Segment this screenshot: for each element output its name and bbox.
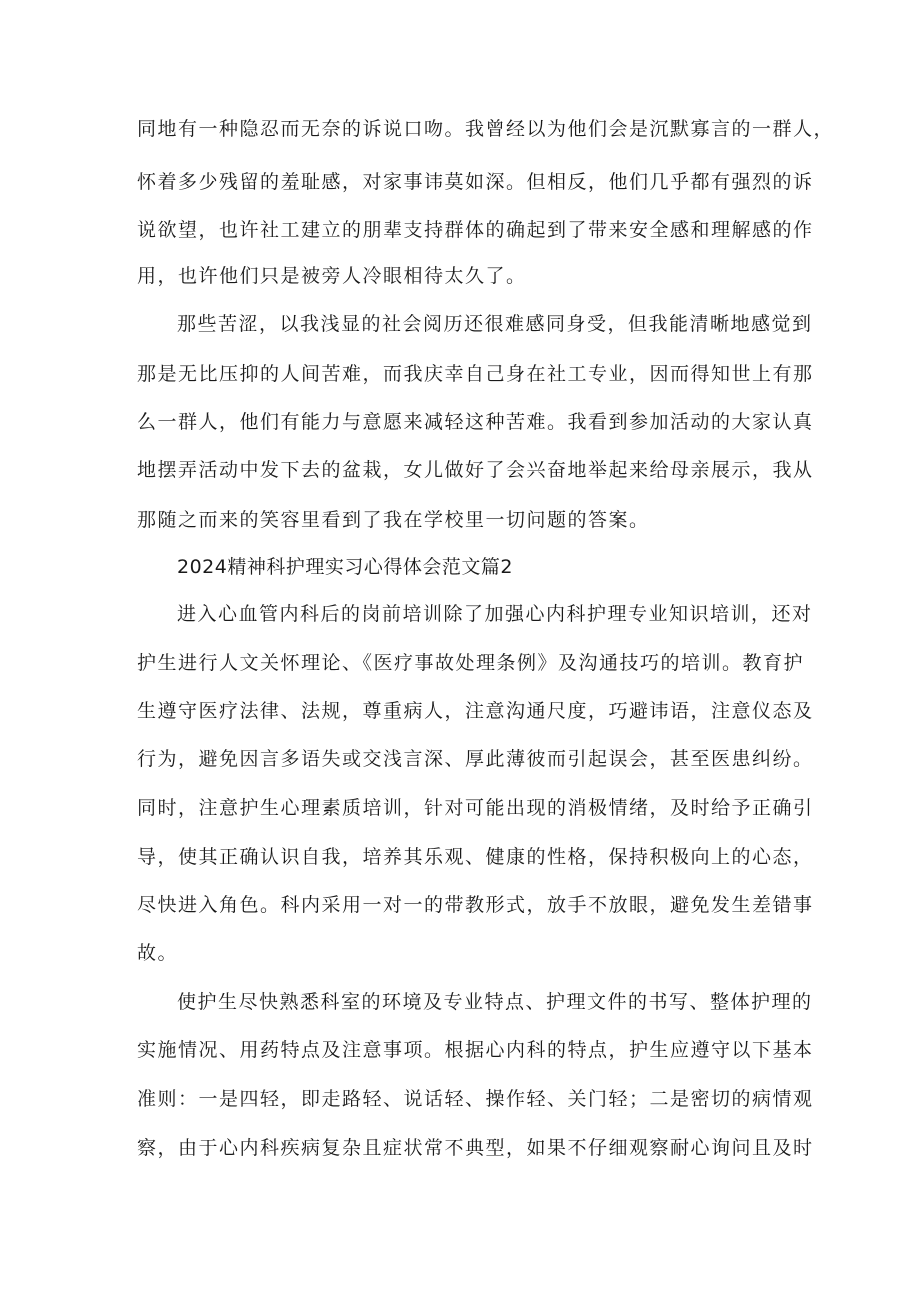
paragraph-line: 护生进行人文关怀理论、《医疗事故处理条例》及沟通技巧的培训。教育护 bbox=[137, 652, 805, 674]
paragraph-line: 同地有一种隐忍而无奈的诉说口吻。我曾经以为他们会是沉默寡言的一群人， bbox=[137, 118, 835, 140]
paragraph-line: 怀着多少残留的羞耻感，对家事讳莫如深。但相反，他们几乎都有强烈的诉 bbox=[137, 171, 814, 193]
paragraph-line: 导，使其正确认识自我，培养其乐观、健康的性格，保持积极向上的心态， bbox=[137, 846, 814, 868]
paragraph-line: 用，也许他们只是被旁人冷眼相待太久了。 bbox=[137, 265, 527, 287]
paragraph-line: 行为，避免因言多语失或交浅言深、厚此薄彼而引起误会，甚至医患纠纷。 bbox=[137, 748, 814, 770]
paragraph-line: 那随之而来的笑容里看到了我在学校里一切问题的答案。 bbox=[137, 509, 650, 531]
paragraph-line: 说欲望，也许社工建立的朋辈支持群体的确起到了带来安全感和理解感的作 bbox=[137, 219, 814, 241]
paragraph-line: 么一群人，他们有能力与意愿来减轻这种苦难。我看到参加活动的大家认真 bbox=[137, 411, 814, 433]
paragraph-line: 尽快进入角色。科内采用一对一的带教形式，放手不放眼，避免发生差错事 bbox=[137, 894, 814, 916]
paragraph-line: 同时，注意护生心理素质培训，针对可能出现的消极情绪，及时给予正确引 bbox=[137, 797, 814, 819]
paragraph-line: 进入心血管内科后的岗前培训除了加强心内科护理专业知识培训，还对 bbox=[177, 603, 813, 625]
paragraph-line: 那是无比压抑的人间苦难，而我庆幸自己身在社工专业，因而得知世上有那 bbox=[137, 363, 814, 385]
paragraph-line: 地摆弄活动中发下去的盆栽，女儿做好了会兴奋地举起来给母亲展示，我从 bbox=[137, 459, 814, 481]
paragraph-line: 使护生尽快熟悉科室的环境及专业特点、护理文件的书写、整体护理的 bbox=[177, 991, 813, 1013]
paragraph-line: 准则：一是四轻，即走路轻、说话轻、操作轻、关门轻；二是密切的病情观 bbox=[137, 1088, 814, 1110]
paragraph-line: 那些苦涩，以我浅显的社会阅历还很难感同身受，但我能清晰地感觉到 bbox=[177, 313, 813, 335]
paragraph-line: 生遵守医疗法律、法规，尊重病人，注意沟通尺度，巧避讳语，注意仪态及 bbox=[137, 700, 814, 722]
paragraph-line: 察，由于心内科疾病复杂且症状常不典型，如果不仔细观察耐心询问且及时 bbox=[137, 1137, 814, 1159]
section-heading: 2024精神科护理实习心得体会范文篇2 bbox=[177, 556, 513, 578]
paragraph-line: 实施情况、用药特点及注意事项。根据心内科的特点，护生应遵守以下基本 bbox=[137, 1039, 814, 1061]
paragraph-line: 故。 bbox=[137, 942, 179, 964]
